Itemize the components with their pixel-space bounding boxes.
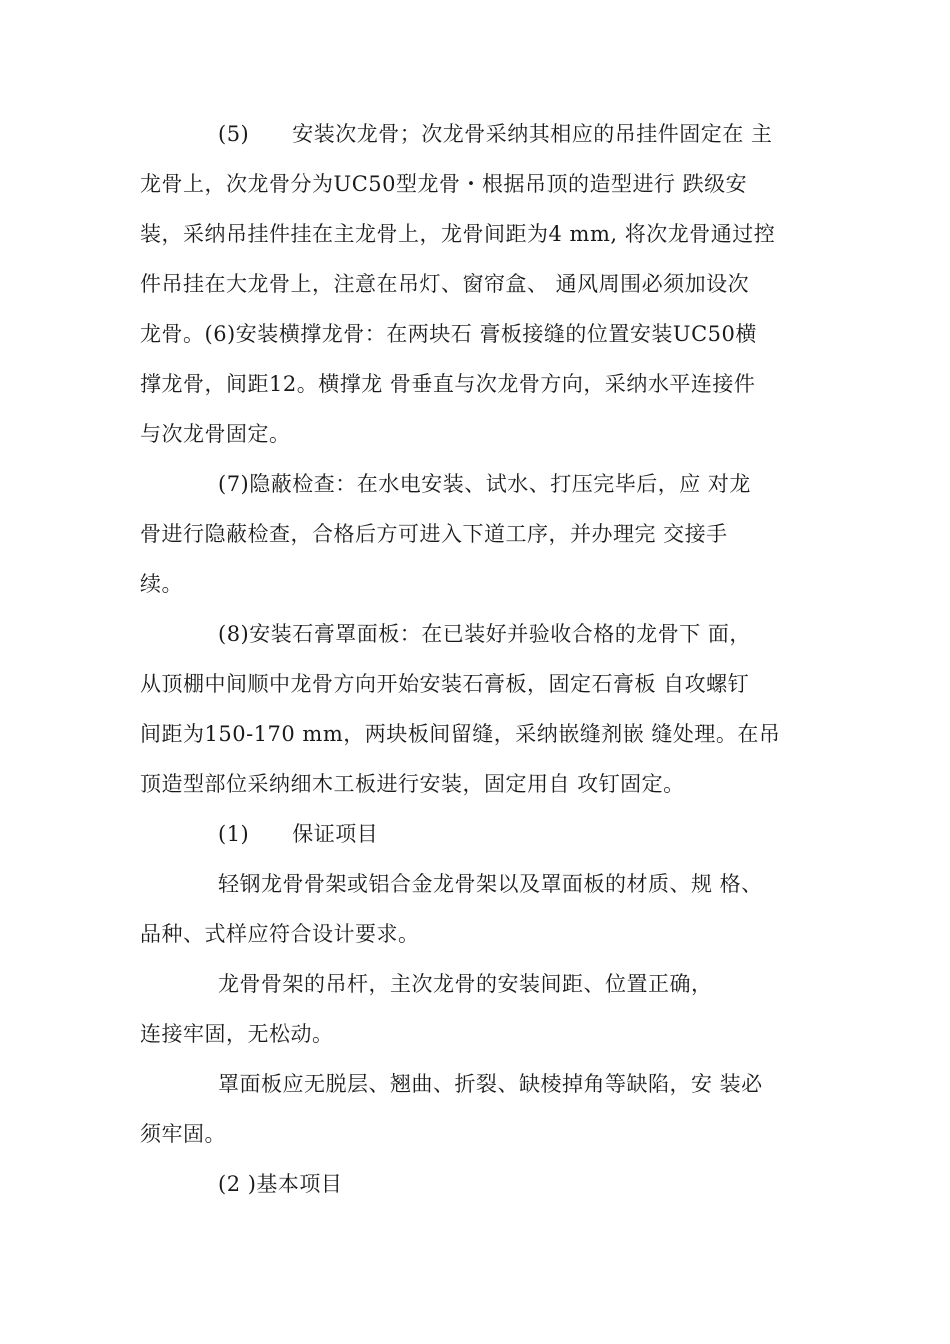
text-line: 品种、式样应符合设计要求。	[140, 922, 420, 946]
section-heading: (2 )基本项目	[218, 1172, 343, 1196]
text-line: 龙骨。(6)安装横撑龙骨：在两块石 膏板接缝的位置安装UC50横	[140, 322, 757, 346]
text-line: 续。	[140, 572, 183, 596]
text-line: 龙骨上，次龙骨分为UC50型龙骨・根据吊顶的造型进行 跌级安	[140, 172, 748, 196]
text-line: 从顶棚中间顺中龙骨方向开始安装石膏板，固定石膏板 自攻螺钉	[140, 672, 750, 696]
section-heading: (1) 保证项目	[218, 822, 379, 846]
text-line: 撑龙骨，间距12。横撑龙 骨垂直与次龙骨方向，采纳水平连接件	[140, 372, 756, 396]
text-line: 连接牢固，无松动。	[140, 1022, 334, 1046]
text-line: 骨进行隐蔽检查，合格后方可进入下道工序，并办理完 交接手	[140, 522, 728, 546]
text-line: 轻钢龙骨骨架或铝合金龙骨架以及罩面板的材质、规 格、	[218, 872, 763, 896]
text-line: 件吊挂在大龙骨上，注意在吊灯、窗帘盒、 通风周围必须加设次	[140, 272, 750, 296]
text-line: (7)隐蔽检查：在水电安装、试水、打压完毕后，应 对龙	[218, 472, 751, 496]
text-line: 装，采纳吊挂件挂在主龙骨上，龙骨间距为4 mm, 将次龙骨通过控	[140, 222, 776, 246]
text-line: 间距为150-170 mm，两块板间留缝，采纳嵌缝剂嵌 缝处理。在吊	[140, 722, 781, 746]
text-line: 罩面板应无脱层、翘曲、折裂、缺棱掉角等缺陷，安 装必	[218, 1072, 763, 1096]
text-line: 与次龙骨固定。	[140, 422, 291, 446]
text-line: 龙骨骨架的吊杆，主次龙骨的安装间距、位置正确，	[218, 972, 713, 996]
text-line: 顶造型部位采纳细木工板进行安装，固定用自 攻钉固定。	[140, 772, 685, 796]
text-line: (8)安装石膏罩面板：在已装好并验收合格的龙骨下 面，	[218, 622, 751, 646]
text-line: (5) 安装次龙骨；次龙骨采纳其相应的吊挂件固定在 主	[218, 122, 773, 146]
text-line: 须牢固。	[140, 1122, 226, 1146]
